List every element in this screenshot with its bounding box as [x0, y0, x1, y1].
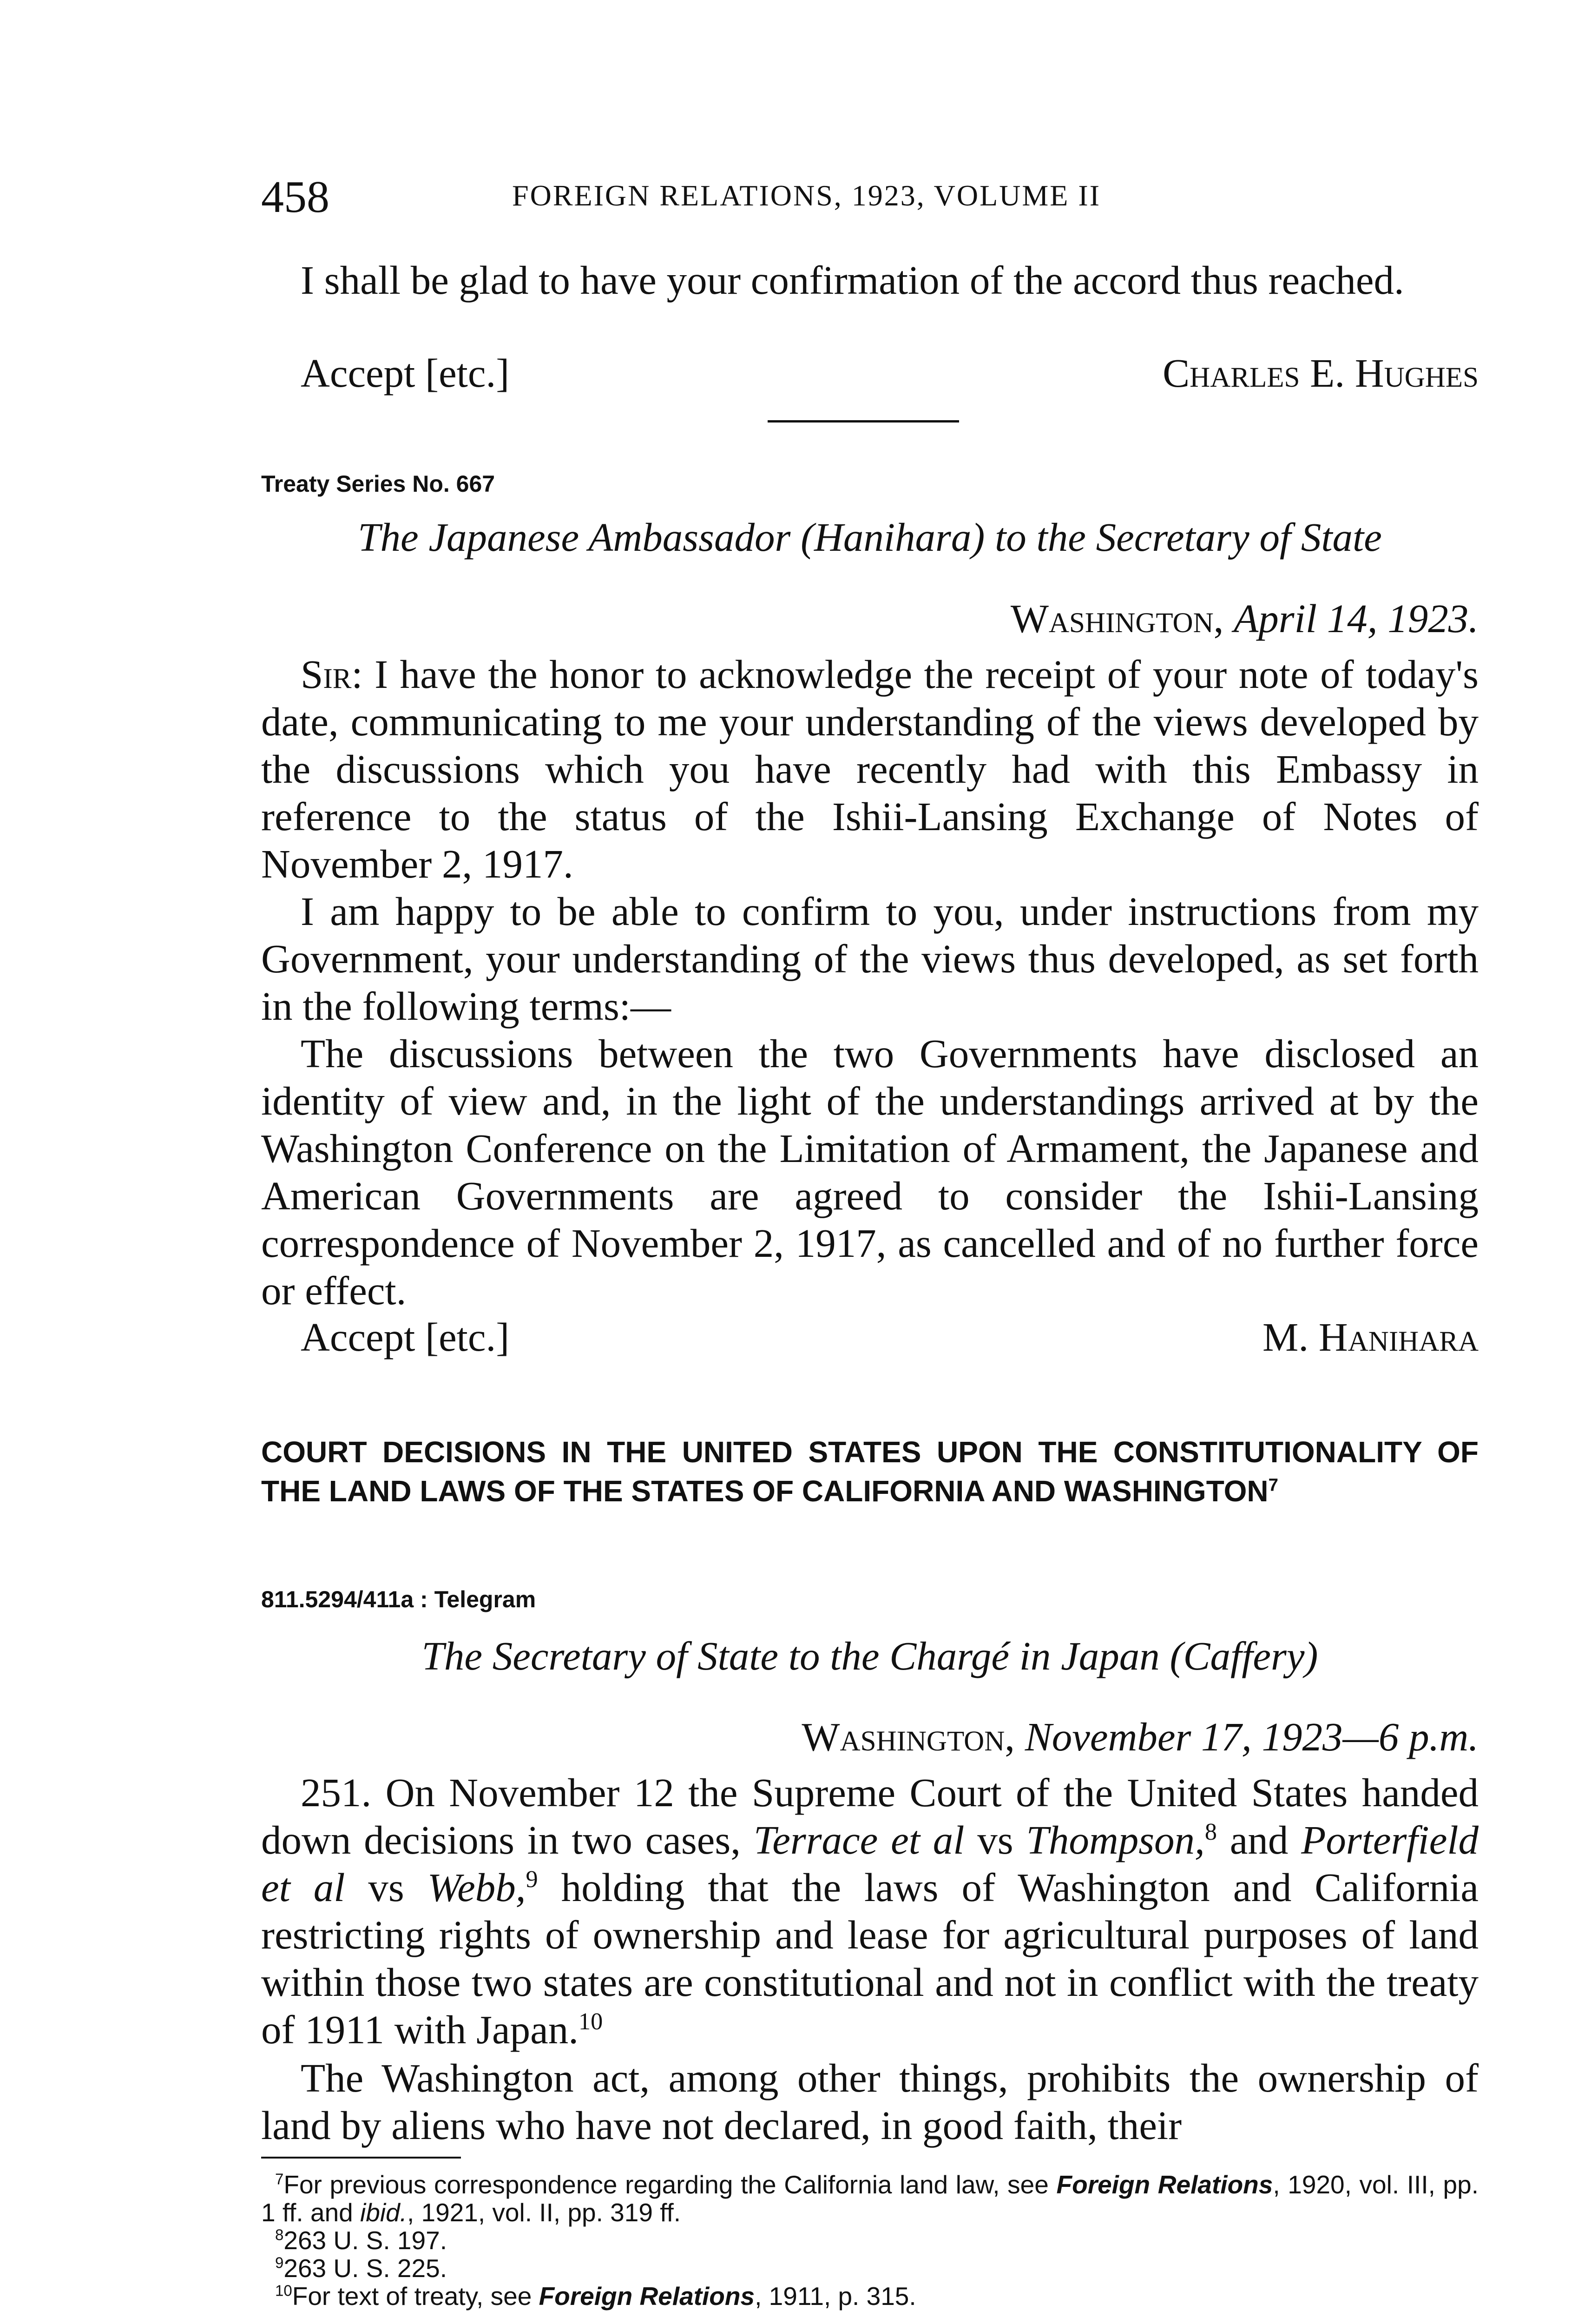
telegram-p1-a: On November 12 the Supreme Court of the United States handed down decisions in two cases,: [261, 1770, 1479, 1862]
case-porterfield: Porterfield et al: [261, 1817, 1479, 1910]
footnote-7-text-c: , 1921, vol. II, pp. 319 ff.: [407, 2198, 681, 2227]
telegram-file-ref: 811.5294/411a : Telegram: [261, 1586, 536, 1612]
footnote-9-text: 263 U. S. 225.: [283, 2254, 447, 2283]
and-word: and: [1230, 1817, 1289, 1862]
footnote-7-mark: 7: [275, 2170, 284, 2188]
treaty-accept: Accept [etc.]: [301, 1314, 510, 1360]
treaty-place: Washington,: [1010, 596, 1224, 641]
footnote-7-ibid: ibid.: [360, 2198, 407, 2227]
treaty-salutation: Sir:: [301, 652, 363, 697]
footnote-ref-10: 10: [579, 2008, 603, 2035]
telegram-paragraph-1: [261, 1769, 1479, 2053]
footnotes: [261, 2171, 1479, 2310]
section-heading-text: COURT DECISIONS IN THE UNITED STATES UPON THE CONSTITUTIONALITY OF THE LAND LAWS OF THE STATES OF CALIFORNIA AND WASHINGTON: [261, 1435, 1479, 1508]
footnote-ref-9: 9: [526, 1866, 538, 1893]
footnote-7-text-b: , 1920, vol. III, pp. 1 ff. and: [261, 2170, 1479, 2227]
closing-signature: Charles E. Hughes: [1163, 350, 1479, 396]
treaty-document-title: The Japanese Ambassador (Hanihara) to the Secretary of State: [358, 515, 1382, 560]
footnote-10-text-b: , 1911, p. 315.: [755, 2282, 916, 2311]
telegram-dateline: [802, 1713, 1479, 1760]
footnote-7-text-a: For previous correspondence regarding the California land law, see: [283, 2170, 1049, 2199]
telegram-title: The Secretary of State to the Chargé in Japan (Caffery): [421, 1633, 1318, 1678]
treaty-series-label: Treaty Series No. 667: [261, 471, 495, 497]
footnote-8: [261, 2226, 1479, 2254]
treaty-paragraph-2: I am happy to be able to confirm to you, under instructions from my Government, your understanding of the views thus developed, as set forth in the following terms:—: [261, 889, 1479, 1029]
running-title: FOREIGN RELATIONS, 1923, VOLUME II: [512, 179, 1101, 212]
treaty-paragraph-1: [261, 651, 1479, 888]
section-heading: [261, 1433, 1479, 1511]
vs-2: vs: [368, 1865, 404, 1910]
telegram-number: 251.: [301, 1770, 372, 1815]
section-heading-note-ref: 7: [1268, 1475, 1278, 1495]
telegram-paragraph-2: The Washington act, among other things, prohibits the ownership of land by aliens who have not declared, in good faith, their: [261, 2055, 1479, 2148]
footnote-8-text: 263 U. S. 197.: [283, 2226, 447, 2255]
section-divider-rule: [768, 420, 959, 423]
footnote-7-foreign-relations: Foreign Relations: [1056, 2170, 1273, 2199]
case-thompson: Thompson,: [1026, 1817, 1205, 1862]
telegram-place: Washington,: [802, 1714, 1015, 1759]
footnote-ref-8: 8: [1204, 1818, 1217, 1845]
treaty-paragraph-1-text: I have the honor to acknowledge the receipt of your note of today's date, communicating to me your understanding of the views developed by the discussions which you have recently had with this Embassy in reference to the status of the Ishii-Lansing Exchange of Notes of November 2, 1917.: [261, 652, 1479, 886]
treaty-date: April 14, 1923.: [1234, 596, 1479, 641]
footnote-8-mark: 8: [275, 2226, 284, 2244]
treaty-dateline: [1011, 595, 1479, 642]
treaty-paragraph-3: The discussions between the two Governments have disclosed an identity of view and, in the light of the understandings arrived at by the Washington Conference on the Limitation of Armament, the Japanese and American Governments are agreed to consider the Ishii-Lansing correspondence of November 2, 1917, as cancelled and of no further force or effect.: [261, 1031, 1479, 1313]
case-webb: Webb,: [427, 1865, 526, 1910]
footnote-10-text-a: For text of treaty, see: [292, 2282, 532, 2311]
telegram-date: November 17, 1923—6 p.m.: [1025, 1714, 1479, 1759]
footnote-10: [261, 2282, 1479, 2310]
footnote-9: [261, 2254, 1479, 2282]
running-head: [261, 171, 1317, 222]
case-terrace: Terrace et al: [753, 1817, 965, 1862]
footnote-10-foreign-relations: Foreign Relations: [539, 2282, 755, 2311]
closing-accept: Accept [etc.]: [301, 350, 510, 396]
vs-1: vs: [977, 1817, 1013, 1862]
footnote-10-mark: 10: [275, 2282, 292, 2299]
footnote-9-mark: 9: [275, 2254, 284, 2271]
closing-sentence: I shall be glad to have your confirmation of the accord thus reached.: [301, 257, 1404, 303]
telegram-p1-b: holding that the laws of Washington and California restricting rights of ownership and lease for agricultural purposes of land within those two states are constitutional and not in conflict with the treaty of 1911 with Japan.: [261, 1865, 1479, 2052]
footnote-rule: [261, 2157, 461, 2159]
page-number: 458: [261, 172, 329, 222]
treaty-signature: M. Hanihara: [1262, 1314, 1479, 1360]
footnote-7: [261, 2171, 1479, 2226]
